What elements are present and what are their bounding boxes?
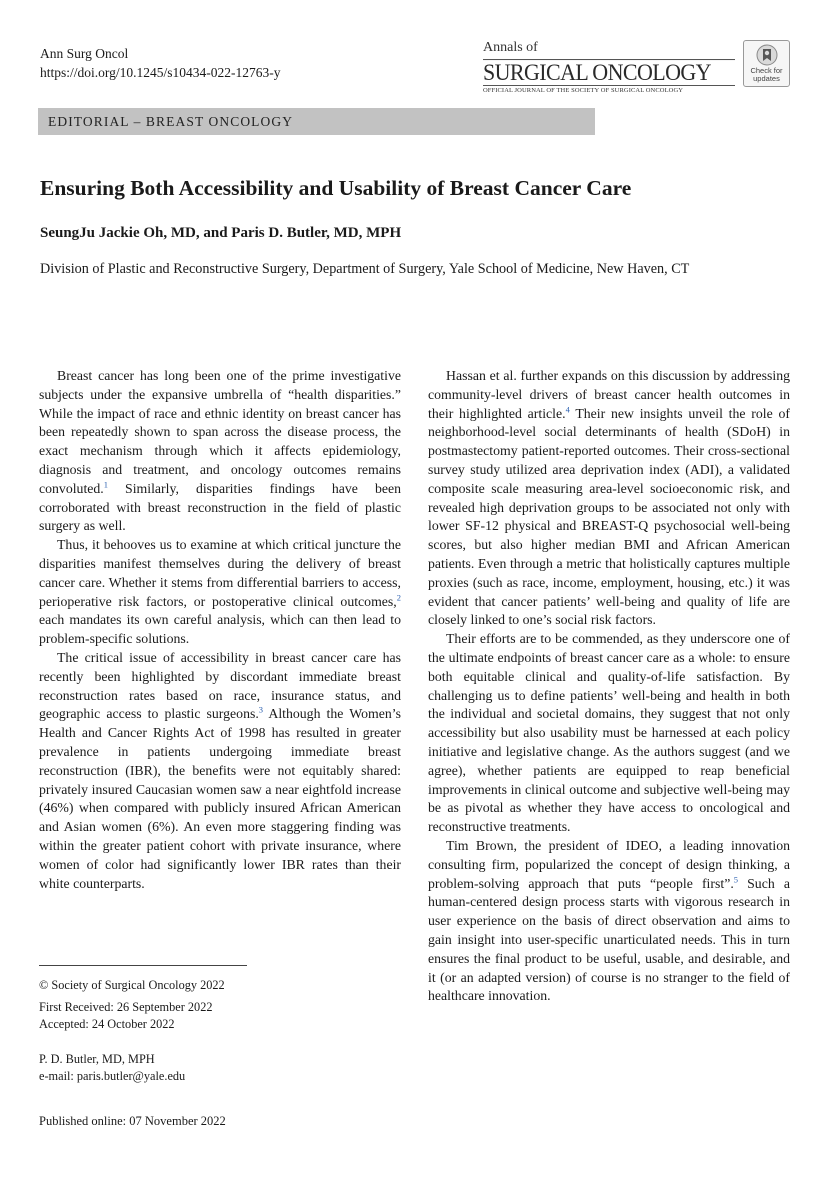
- journal-abbrev: Ann Surg Oncol: [40, 46, 129, 61]
- footnote-divider: [39, 965, 247, 966]
- check-updates-line1: Check for: [750, 66, 783, 75]
- author-list: SeungJu Jackie Oh, MD, and Paris D. Butler, MD, MPH: [40, 225, 402, 241]
- article-title: Ensuring Both Accessibility and Usability of Breast Cancer Care: [40, 176, 632, 200]
- paragraph: Tim Brown, the president of IDEO, a leading innovation consulting firm, popularized the concept of design thinking, a problem-solving approach that puts “people first”.$^5$ Such a human-centered design process starts with vigorous research in user experience on the basis of direct observation and aims to gain insight into user-specific unarticulated needs. This in turn ensures the final product to be useful, usable, and desirable, and it (or an adapted version) of course is no stranger to the field of healthcare innovation.: [428, 837, 790, 1004]
- paragraph: Breast cancer has long been one of the prime investigative subjects under the expansive umbrella of “health disparities.” While the impact of race and ethnic identity on breast cancer has been repeatedly shown to span across the disease process, the exact mechanism through which it affects epidemiology, diagnosis and treatment, and oncology outcomes remains convoluted.$^1$ Similarly, disparities findings have been corroborated with breast reconstruction in the field of plastic surgery as well.: [39, 368, 401, 534]
- reference-link[interactable]: 5: [733, 873, 739, 884]
- received-date: First Received: 26 September 2022: [39, 1000, 213, 1014]
- paragraph: The critical issue of accessibility in breast cancer care has recently been highlighted by discordant immediate breast reconstruction rates based on race, insurance status, and geographic access to plastic surgeons.$^3$ Although the Women’s Health and Cancer Rights Act of 1998 has resulted in greater prevalence in patients undergoing immediate breast reconstruction (IBR), the benefits were not equitably shared: privately insured Caucasian women saw a near eightfold increase (46%) when compared with publicly insured African American and Asian women (6%). An even more staggering finding was within the greater patient cohort with private insurance, where women of color had significantly lower IBR rates than their white counterparts.: [39, 649, 401, 891]
- bookmark-check-icon: [756, 44, 778, 66]
- masthead-subtitle: OFFICIAL JOURNAL OF THE SOCIETY OF SURGICAL ONCOLOGY: [483, 85, 735, 95]
- published-date: Published online: 07 November 2022: [39, 1114, 226, 1128]
- check-updates-line2: updates: [753, 74, 780, 83]
- submission-dates: [39, 999, 339, 1033]
- reference-link[interactable]: 3: [258, 704, 264, 715]
- body-column-right: [428, 367, 790, 1006]
- category-label: EDITORIAL – BREAST ONCOLOGY: [48, 114, 294, 129]
- doi-link[interactable]: https://doi.org/10.1245/s10434-022-12763-y: [40, 65, 281, 80]
- reference-link[interactable]: 4: [565, 404, 570, 414]
- corresponding-author: P. D. Butler, MD, MPH: [39, 1052, 155, 1066]
- paragraph: Thus, it behooves us to examine at which critical juncture the disparities manifest themselves during the delivery of breast cancer care. Whether it stems from differential barriers to access, perioperative risk factors, or postoperative clinical outcomes,$^2$ each mandates its own careful analysis, which can then lead to problem-specific solutions.: [39, 537, 401, 647]
- reference-link[interactable]: 1: [103, 479, 109, 490]
- copyright-notice: © Society of Surgical Oncology 2022: [39, 978, 225, 992]
- paragraph: Hassan et al. further expands on this discussion by addressing community-level drivers of breast cancer health outcomes in their highlighted article.$^4$ Their new insights unveil the role of neighborhood-level social determinants of health (SDoH) in postmastectomy patient-reported outcomes. Their cross-sectional survey study utilized area deprivation index (ADI), a validated composite scale measuring area-level socioeconomic risk, and revealed high deprivation groups to be associated not only with lower SF-12 physical and BREAST-Q psychosocial well-being scores, but also higher median BMI and African American patients. Even through a metric that holistically captures multiple proxies (such as race, income, employment, housing, etc.) it was evident that cancer patients’ well-being and quality of life are closely linked to one’s social risk factors.: [428, 368, 790, 628]
- author-affiliation: Division of Plastic and Reconstructive Surgery, Department of Surgery, Yale School of Medicine, New Haven, CT: [40, 261, 690, 277]
- correspondence: [39, 1051, 339, 1085]
- masthead-title: SURGICAL ONCOLOGY: [483, 59, 735, 84]
- masthead-annals-of: Annals of: [483, 40, 538, 55]
- check-for-updates-button[interactable]: [743, 40, 790, 87]
- category-banner: [38, 108, 595, 135]
- paragraph: Their efforts are to be commended, as they underscore one of the ultimate endpoints of breast cancer care as a whole: to ensure both equitable clinical and quality-of-life satisfaction. By challenging us to define patients’ well-being and health in both the individual and societal domains, they suggest that not only accessibility but also usability must be harnessed at each policy initiative and legislative change. As the authors suggest (and we agree), whether patients are equipped to reap beneficial improvements in clinical outcome and subjective well-being may be as pivotal as whether they have access to oncological and reconstructive treatments.: [428, 631, 790, 835]
- accepted-date: Accepted: 24 October 2022: [39, 1017, 175, 1031]
- journal-meta: [40, 44, 281, 82]
- reference-link[interactable]: 2: [396, 591, 401, 602]
- journal-masthead: [483, 40, 735, 95]
- contact-email[interactable]: e-mail: paris.butler@yale.edu: [39, 1069, 186, 1083]
- body-column-left: [39, 367, 401, 893]
